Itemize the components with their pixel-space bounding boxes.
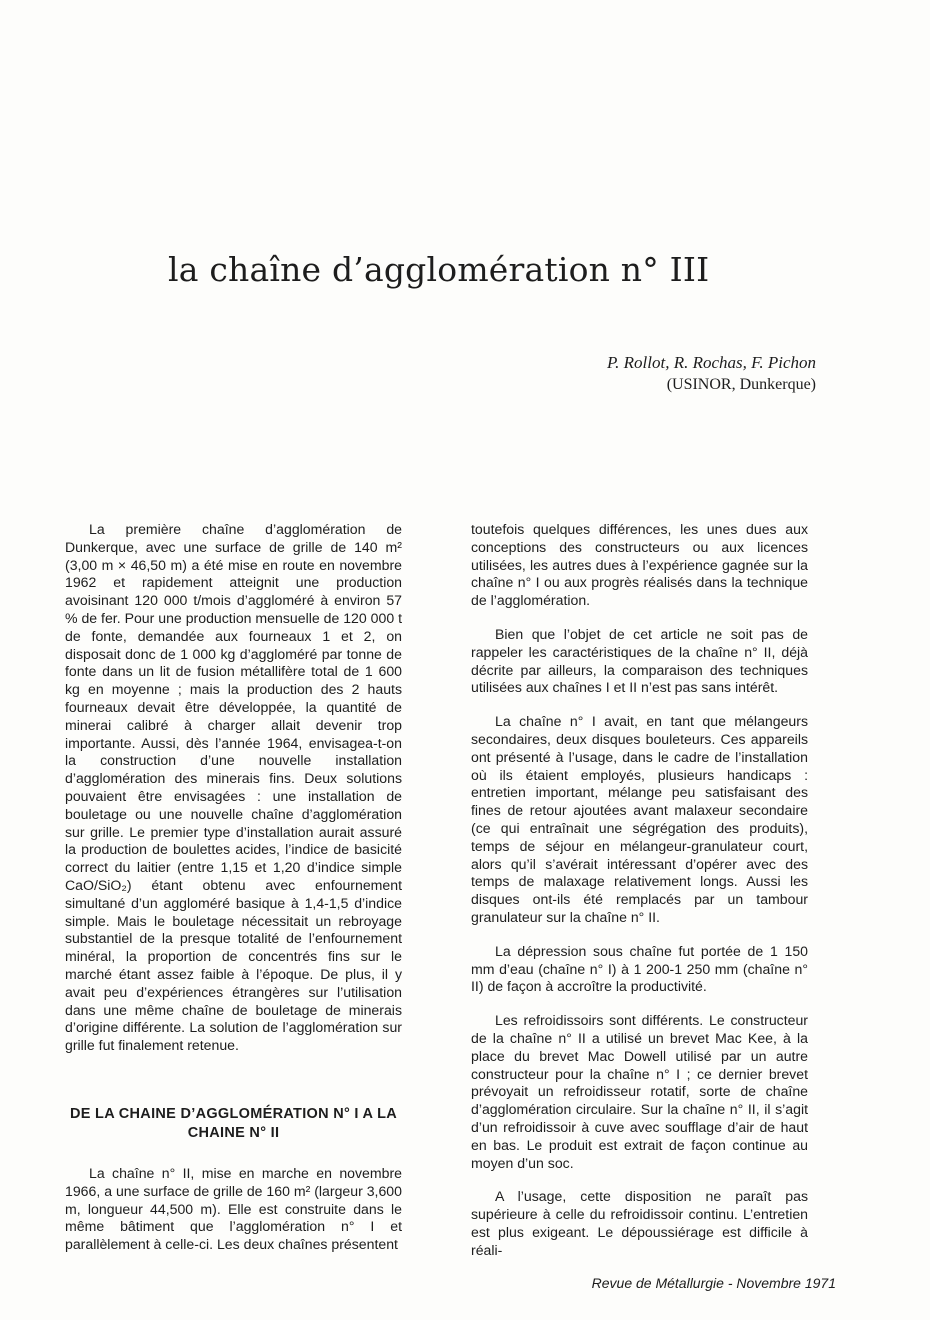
left-column — [65, 521, 402, 1270]
author-names: P. Rollot, R. Rochas, F. Pichon — [606, 353, 816, 372]
paragraph: La première chaîne d’agglomération de Dunkerque, avec une surface de grille de 140 m² (3,00 m × 46,50 m) a été mise en route en novembre 1962 et rapidement atteignit une production avoisinant 120 000 t/mois d’aggloméré à environ 57 % de fer. Pour une production mensuelle de 120 000 t de fonte, demandée aux fourneaux 1 et 2, on disposait donc de 1 000 kg d’aggloméré par tonne de fonte dans un lit de fusion métallifère total de 1 600 kg en moyenne ; mais la production des 2 hauts fourneaux devait être développée, la quantité de minerai calibré à charger allait devenir trop importante. Aussi, dès l’année 1964, envisagea-t-on la construction d’une nouvelle installation d’agglomération des minerais fins. Deux solutions pouvaient être envisagées : une installation de bouletage ou une nouvelle chaîne d’agglomération sur grille. Le premier type d’installation aurait assuré la production de boulettes acides, l’indice de basicité correct du laitier (entre 1,15 et 1,20 d’indice simple CaO/SiO₂) étant obtenu avec enfournement simultané d’un aggloméré basique à 1,4-1,5 d’indice simple. Mais le bouletage nécessitait un rebroyage substantiel de la presque totalité de l’enfournement minéral, la proportion de concentrés fins sur le marché étant assez faible à l’époque. De plus, il y avait peu d’expériences étrangères sur l’utilisation dans une même chaîne de bouletage de minerais d’origine différente. La solution de l’agglomération sur grille fut finalement retenue. — [65, 521, 402, 1054]
article-title: la chaîne d’agglomération n° III — [168, 250, 710, 289]
paragraph: La dépression sous chaîne fut portée de 1 150 mm d’eau (chaîne n° I) à 1 200-1 250 mm (chaîne n° II) de façon à accroître la productivité. — [471, 942, 808, 995]
paragraph: A l’usage, cette disposition ne paraît pas supérieure à celle du refroidissoir continu. L’entretien est plus exigeant. Le dépoussiérage est difficile à réali- — [471, 1188, 808, 1258]
section-heading: DE LA CHAINE D’AGGLOMÉRATION N° I A LA CHAINE N° II — [69, 1105, 398, 1141]
author-block — [607, 352, 816, 396]
paragraph: toutefois quelques différences, les unes dues aux conceptions des constructeurs ou aux licences utilisées, les autres dues à l’expérience gagnée sur la chaîne n° I ou aux progrès réalisés dans la technique de l’agglomération. — [471, 521, 808, 609]
paragraph: Les refroidissoirs sont différents. Le constructeur de la chaîne n° II a utilisé un brevet Mac Kee, à la place du brevet Mac Dowell utilisé par un autre constructeur pour la chaîne n° I ; ce dernier brevet prévoyait un refroidisseur rotatif, sorte de chaîne d’agglomération circulaire. Sur la chaîne n° II, il s’agit d’un refroidissoir à cuve avec soufflage d’air de haut en bas. Le produit est extrait de façon continue au moyen d’un soc. — [471, 1012, 808, 1171]
paragraph: La chaîne n° I avait, en tant que mélangeurs secondaires, deux disques bouleteurs. Ces appareils ont présenté à l’usage, dans le cadre de l’installation où ils étaient employés, plusieurs handicaps : entretien important, mélange peu satisfaisant des fines de retour ajoutées avant malaxeur secondaire (ce qui entraînait une ségrégation des produits), temps de séjour en mélangeur-granulateur court, alors qu’il s’avérait intéressant d’opérer avec des temps de malaxage relativement longs. Aussi les disques ont-ils été remplacés par un tambour granulateur sur la chaîne n° II. — [471, 713, 808, 925]
paragraph: Bien que l’objet de cet article ne soit pas de rappeler les caractéristiques de la chaîne n° II, déjà décrite par ailleurs, la comparaison des techniques utilisées aux chaînes I et II n’est pas sans intérêt. — [471, 625, 808, 696]
journal-footer: Revue de Métallurgie - Novembre 1971 — [591, 1275, 836, 1291]
author-affiliation: (USINOR, Dunkerque) — [666, 376, 816, 393]
paragraph: La chaîne n° II, mise en marche en novembre 1966, a une surface de grille de 160 m² (largeur 3,600 m, longueur 44,500 m). Elle est construite dans le même bâtiment que l’agglomération n° I et parallèlement à celle-ci. Les deux chaînes présentent — [65, 1164, 402, 1253]
right-column — [471, 521, 808, 1275]
